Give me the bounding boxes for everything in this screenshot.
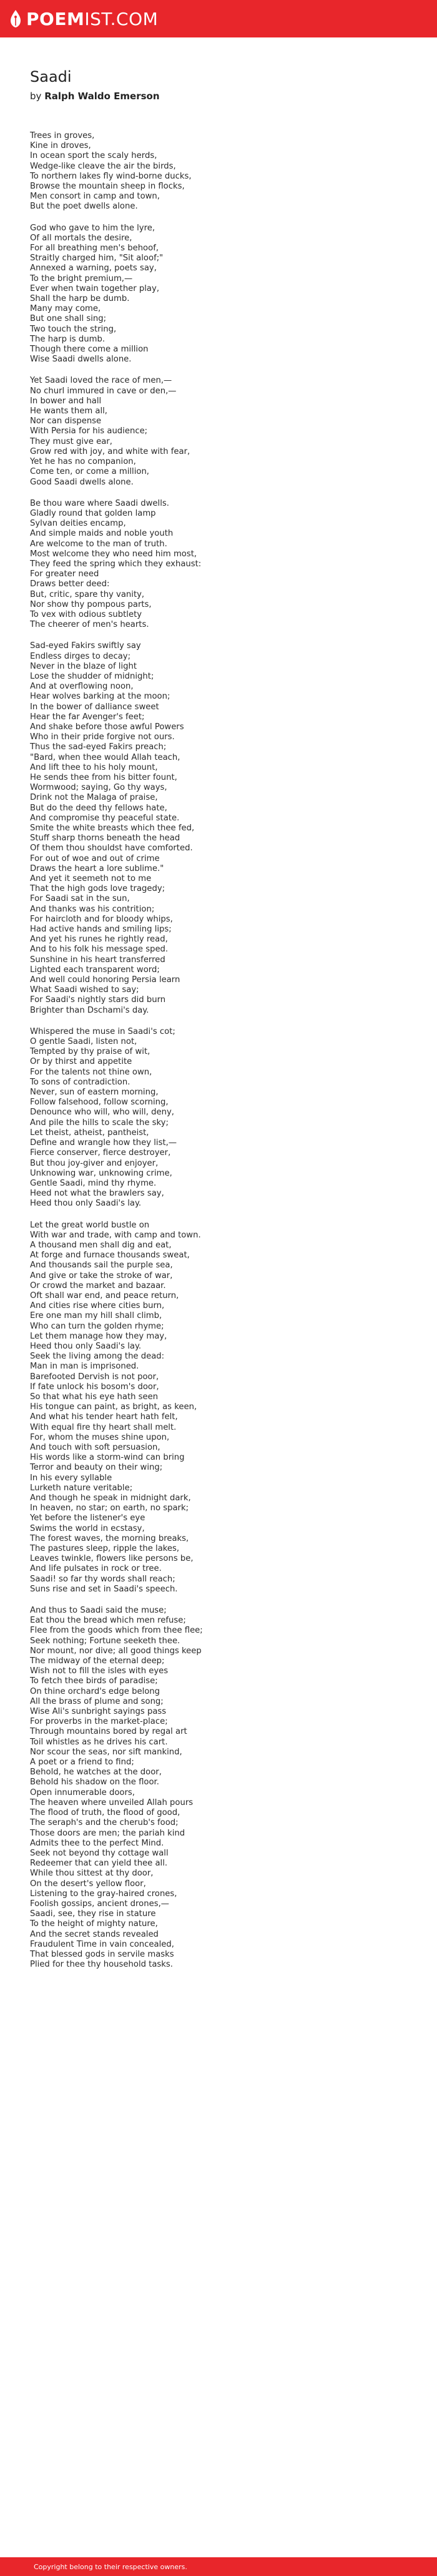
poem-line: Wish not to fill the isles with eyes: [30, 1666, 169, 1676]
poem-line: His tongue can paint, as bright, as keen,: [30, 1402, 197, 1412]
poem-line: Ever when twain together play,: [30, 283, 160, 293]
poem-line: Seek nothing; Fortune seeketh thee.: [30, 1636, 180, 1646]
poem-title: Saadi: [30, 68, 72, 86]
poem-line: Foolish gossips, ancient drones,—: [30, 1899, 169, 1909]
poem-line: Stuff sharp thorns beneath the head: [30, 833, 180, 843]
poem-line: They feed the spring which they exhaust:: [30, 559, 202, 569]
poem-line: Browse the mountain sheep in flocks,: [30, 182, 185, 192]
poem-line: Open innumerable doors,: [30, 1787, 135, 1797]
poem-line: Yet Saadi loved the race of men,—: [30, 376, 172, 386]
poem-line: Or by thirst and appetite: [30, 1057, 132, 1067]
poem-line: Define and wrangle how they list,—: [30, 1138, 177, 1148]
poem-line: Thus the sad-eyed Fakirs preach;: [30, 742, 167, 752]
poem-line: Yet he has no companion,: [30, 457, 136, 467]
poem-line: Suns rise and set in Saadi's speech.: [30, 1584, 178, 1594]
poem-line: Through mountains bored by regal art: [30, 1727, 187, 1737]
poem-line: Redeemer that can yield thee all.: [30, 1859, 168, 1869]
poem-line: And shake before those awful Powers: [30, 722, 184, 732]
poem-line: Gentle Saadi, mind thy rhyme.: [30, 1178, 157, 1188]
poem-line: Tempted by thy praise of wit,: [30, 1047, 150, 1057]
poem-line: Admits thee to the perfect Mind.: [30, 1838, 164, 1848]
poem-line: Though there come a million: [30, 345, 149, 355]
poem-line: Oft shall war end, and peace return,: [30, 1290, 179, 1300]
poem-line: Never in the blaze of light: [30, 661, 137, 671]
poem-line: For haircloth and for bloody whips,: [30, 914, 173, 924]
poem-line: For, whom the muses shine upon,: [30, 1432, 170, 1442]
poem-line: Who in their pride forgive not ours.: [30, 732, 175, 742]
poem-line: With equal fire thy heart shall melt.: [30, 1422, 177, 1432]
poem-byline: [30, 90, 411, 102]
poem-line: Drink not the Malaga of praise,: [30, 793, 158, 803]
poem-line: Lurketh nature veritable;: [30, 1483, 133, 1493]
footer-bar: [0, 2557, 437, 2576]
poem-line: He sends thee from his bitter fount,: [30, 772, 177, 782]
poem-line: They must give ear,: [30, 436, 112, 446]
poem-line: Sylvan deities encamp,: [30, 519, 126, 529]
poem-line: Brighter than Dschami's day.: [30, 1005, 149, 1015]
poem-line: So that what his eye hath seen: [30, 1392, 159, 1402]
site-logo[interactable]: [9, 9, 158, 29]
poem-line: And cities rise where cities burn,: [30, 1301, 165, 1311]
poem-line: If fate unlock his bosom's door,: [30, 1382, 159, 1392]
poem-line: Straitly charged him, "Sit aloof;": [30, 253, 164, 263]
poem-line: With war and trade, with camp and town.: [30, 1230, 201, 1240]
poem-line: And life pulsates in rock or tree.: [30, 1564, 162, 1574]
poem-body: [30, 131, 411, 1970]
poem-line: Man in man is imprisoned.: [30, 1362, 139, 1372]
poem-line: Yet before the listener's eye: [30, 1513, 145, 1523]
poem-line: What Saadi wished to say;: [30, 985, 139, 995]
poem-line: Lighted each transparent word;: [30, 965, 160, 975]
poem-stanza: [30, 224, 411, 365]
poem-line: Of all mortals the desire,: [30, 233, 132, 243]
poem-line: Shall the harp be dumb.: [30, 294, 130, 304]
poem-line: Fierce conserver, fierce destroyer,: [30, 1148, 171, 1158]
poem-line: "Bard, when thee would Allah teach,: [30, 752, 180, 762]
poem-line: And give or take the stroke of war,: [30, 1271, 173, 1281]
poem-line: The cheerer of men's hearts.: [30, 620, 149, 630]
poem-line: Annexed a warning, poets say,: [30, 263, 157, 273]
poem-line: And touch with soft persuasion,: [30, 1442, 160, 1452]
by-label: by: [30, 91, 42, 102]
poem-line: And yet it seemeth not to me: [30, 874, 152, 884]
poem-content: [30, 67, 411, 1981]
poem-line: Those doors are men; the pariah kind: [30, 1828, 185, 1838]
poem-stanza: [30, 131, 411, 212]
poem-line: For greater need: [30, 569, 99, 579]
poem-line: Draws better deed:: [30, 579, 110, 589]
poem-line: And though he speak in midnight dark,: [30, 1493, 191, 1503]
poem-line: Good Saadi dwells alone.: [30, 477, 134, 487]
poem-line: And thanks was his contrition;: [30, 904, 155, 914]
poem-line: Swims the world in ecstasy,: [30, 1523, 145, 1533]
poem-line: Leaves twinkle, flowers like persons be,: [30, 1554, 194, 1564]
poem-line: And what his tender heart hath felt,: [30, 1412, 178, 1422]
poem-line: Be thou ware where Saadi dwells.: [30, 498, 169, 508]
poem-line: Saadi, see, they rise in stature: [30, 1909, 156, 1919]
copyright-text: Copyright belong to their respective owners.: [34, 2562, 187, 2571]
poem-line: And pile the hills to scale the sky;: [30, 1118, 169, 1128]
poem-line: Trees in groves,: [30, 131, 95, 140]
poem-line: That blessed gods in servile masks: [30, 1949, 174, 1959]
poem-line: Let the great world bustle on: [30, 1220, 150, 1230]
poem-line: To fetch thee birds of paradise;: [30, 1676, 158, 1686]
poem-line: Saadi! so far thy words shall reach;: [30, 1574, 175, 1584]
poem-line: The heaven where unveiled Allah pours: [30, 1797, 194, 1807]
poem-line: The forest waves, the morning breaks,: [30, 1533, 189, 1543]
poem-line: Unknowing war, unknowing crime,: [30, 1168, 172, 1178]
logo-text-light: IST.COM: [84, 8, 159, 29]
poem-line: Hear the far Avenger's feet;: [30, 712, 145, 722]
poem-line: Nor mount, nor dive; all good things keep: [30, 1646, 202, 1656]
poem-line: O gentle Saadi, listen not,: [30, 1037, 137, 1047]
poem-line: Wise Saadi dwells alone.: [30, 355, 132, 365]
poem-line: In the bower of dalliance sweet: [30, 702, 159, 712]
poem-line: The harp is dumb.: [30, 334, 106, 344]
poem-line: Kine in droves,: [30, 141, 91, 151]
poem-line: The flood of truth, the flood of good,: [30, 1808, 180, 1818]
poem-line: And compromise thy peaceful state.: [30, 813, 180, 823]
poem-line: In his every syllable: [30, 1473, 112, 1483]
author-link[interactable]: Ralph Waldo Emerson: [44, 91, 160, 102]
poem-line: Many may come,: [30, 304, 101, 314]
poem-line: But the poet dwells alone.: [30, 202, 138, 212]
poem-line: A thousand men shall dig and eat,: [30, 1240, 172, 1250]
poem-line: And thus to Saadi said the muse;: [30, 1606, 167, 1616]
poem-line: Or crowd the market and bazaar.: [30, 1281, 166, 1290]
poem-line: Lose the shudder of midnight;: [30, 671, 154, 681]
poem-line: For out of woe and out of crime: [30, 853, 160, 863]
poem-line: Wise Ali's sunbright sayings pass: [30, 1707, 167, 1717]
poem-line: In heaven, no star; on earth, no spark;: [30, 1503, 189, 1513]
poem-line: Denounce who will, who will, deny,: [30, 1108, 174, 1118]
poem-line: While thou sittest at thy door,: [30, 1869, 154, 1879]
poem-stanza: [30, 1606, 411, 1970]
poem-line: Grow red with joy, and white with fear,: [30, 446, 190, 456]
poem-line: Heed not what the brawlers say,: [30, 1189, 164, 1199]
poem-line: Endless dirges to decay;: [30, 651, 131, 661]
logo-text-strong: POEM: [26, 8, 85, 29]
poem-line: To sons of contradiction.: [30, 1077, 130, 1087]
poem-line: Sunshine in his heart transferred: [30, 955, 165, 965]
poem-line: Smite the white breasts which thee fed,: [30, 823, 195, 833]
poem-line: A poet or a friend to find;: [30, 1757, 134, 1767]
poem-line: And thousands sail the purple sea,: [30, 1261, 173, 1271]
poem-line: With Persia for his audience;: [30, 426, 148, 436]
poem-line: Let them manage how they may,: [30, 1331, 167, 1341]
poem-line: And the secret stands revealed: [30, 1929, 159, 1939]
poem-line: Nor show thy pompous parts,: [30, 599, 152, 609]
poem-line: Toil whistles as he drives his cart.: [30, 1737, 168, 1747]
poem-line: No churl immured in cave or den,—: [30, 386, 177, 396]
poem-stanza: [30, 376, 411, 487]
poem-line: Sad-eyed Fakirs swiftly say: [30, 641, 141, 651]
poem-line: Wormwood; saying, Go thy ways,: [30, 783, 167, 793]
poem-line: Ere one man my hill shall climb,: [30, 1311, 162, 1321]
poem-line: Men consort in camp and town,: [30, 192, 160, 202]
poem-line: Who can turn the golden rhyme;: [30, 1321, 164, 1331]
poem-line: Had active hands and smiling lips;: [30, 925, 172, 935]
poem-line: And well could honoring Persia learn: [30, 975, 180, 985]
poem-line: To the bright premium,—: [30, 273, 133, 283]
poem-line: But, critic, spare thy vanity,: [30, 589, 145, 599]
poem-line: For Saadi sat in the sun,: [30, 894, 130, 904]
poem-line: Plied for thee thy household tasks.: [30, 1960, 173, 1970]
poem-line: On the desert's yellow floor,: [30, 1879, 146, 1889]
poem-line: Most welcome they who need him most,: [30, 549, 197, 559]
poem-line: Follow falsehood, follow scorning,: [30, 1098, 169, 1108]
poem-line: Heed thou only Saadi's lay.: [30, 1341, 142, 1351]
poem-line: Nor can dispense: [30, 416, 102, 426]
poem-line: For proverbs in the market-place;: [30, 1717, 168, 1727]
poem-line: In ocean sport the scaly herds,: [30, 151, 157, 161]
poem-line: For the talents not thine own,: [30, 1067, 152, 1077]
poem-stanza: [30, 499, 411, 631]
poem-line: But do the deed thy fellows hate,: [30, 803, 167, 813]
poem-line: Come ten, or come a million,: [30, 467, 149, 477]
poem-line: In bower and hall: [30, 396, 102, 406]
poem-line: And yet his runes he rightly read,: [30, 935, 168, 945]
poem-line: To vex with odious subtlety: [30, 609, 142, 619]
poem-line: All the brass of plume and song;: [30, 1696, 164, 1706]
pen-nib-icon: [9, 9, 22, 28]
poem-line: Listening to the gray-haired crones,: [30, 1889, 177, 1899]
poem-line: Wedge-like cleave the air the birds,: [30, 161, 176, 171]
poem-line: Heed thou only Saadi's lay.: [30, 1199, 142, 1209]
poem-line: Hear wolves barking at the moon;: [30, 692, 170, 702]
poem-line: The pastures sleep, ripple the lakes,: [30, 1544, 180, 1554]
poem-line: But thou joy-giver and enjoyer,: [30, 1158, 159, 1168]
poem-line: Of them thou shouldst have comforted.: [30, 843, 193, 853]
poem-line: Let theist, atheist, pantheist,: [30, 1128, 149, 1138]
poem-line: And at overflowing noon,: [30, 682, 134, 692]
poem-line: Fraudulent Time in vain concealed,: [30, 1939, 174, 1949]
poem-line: Seek not beyond thy cottage wall: [30, 1848, 169, 1858]
poem-line: And lift thee to his holy mount,: [30, 762, 158, 772]
poem-line: At forge and furnace thousands sweat,: [30, 1251, 190, 1261]
poem-line: That the high gods love tragedy;: [30, 884, 165, 894]
poem-line: The seraph's and the cherub's food;: [30, 1818, 179, 1828]
poem-line: To northern lakes fly wind-borne ducks,: [30, 171, 192, 181]
poem-line: Never, sun of eastern morning,: [30, 1088, 159, 1098]
poem-line: Behold his shadow on the floor.: [30, 1777, 159, 1787]
poem-line: On thine orchard's edge belong: [30, 1686, 160, 1696]
poem-line: Are welcome to the man of truth.: [30, 539, 167, 549]
poem-line: For all breathing men's behoof,: [30, 243, 159, 253]
poem-line: And simple maids and noble youth: [30, 529, 174, 539]
poem-line: Eat thou the bread which men refuse;: [30, 1616, 186, 1626]
poem-line: To the height of mighty nature,: [30, 1919, 158, 1929]
poem-line: And to his folk his message sped.: [30, 945, 169, 955]
top-navigation-bar: [0, 0, 437, 37]
poem-line: The midway of the eternal deep;: [30, 1656, 165, 1666]
poem-line: Two touch the string,: [30, 324, 117, 334]
poem-line: God who gave to him the lyre,: [30, 223, 155, 233]
poem-line: Barefooted Dervish is not poor,: [30, 1372, 159, 1382]
poem-line: Behold, he watches at the door,: [30, 1767, 162, 1777]
poem-line: He wants them all,: [30, 406, 107, 416]
poem-line: Draws the heart a lore sublime.": [30, 863, 164, 873]
poem-line: Whispered the muse in Saadi's cot;: [30, 1026, 175, 1036]
poem-stanza: [30, 1221, 411, 1595]
poem-stanza: [30, 1027, 411, 1209]
poem-line: Nor scour the seas, nor sift mankind,: [30, 1747, 182, 1757]
poem-line: Gladly round that golden lamp: [30, 508, 156, 518]
poem-line: Seek the living among the dead:: [30, 1352, 165, 1362]
poem-line: For Saadi's nightly stars did burn: [30, 995, 166, 1005]
poem-line: Flee from the goods which from thee flee;: [30, 1626, 203, 1636]
poem-line: Terror and beauty on their wing;: [30, 1463, 163, 1473]
poem-line: His words like a storm-wind can bring: [30, 1453, 185, 1463]
poem-line: But one shall sing;: [30, 314, 107, 324]
poem-stanza: [30, 641, 411, 1016]
